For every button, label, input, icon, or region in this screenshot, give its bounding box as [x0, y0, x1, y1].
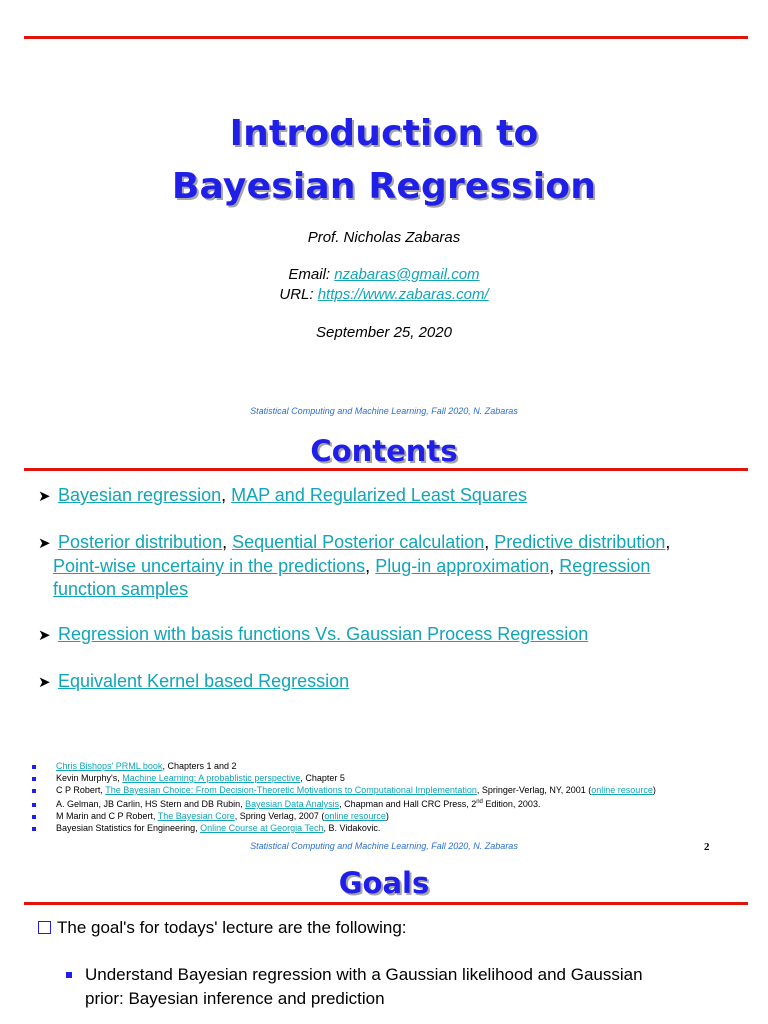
ref-post: Edition, 2003.	[482, 799, 541, 809]
link-map-regularized[interactable]: MAP and Regularized Least Squares	[231, 485, 527, 505]
reference-item	[32, 810, 752, 822]
link-equivalent-kernel[interactable]: Equivalent Kernel based Regression	[58, 671, 350, 691]
ref-link[interactable]: The Bayesian Choice: From Decision-Theoretic Motivations to Computational Implementation	[105, 785, 477, 795]
ref-post: )	[652, 785, 656, 795]
goals-title: Goals	[338, 866, 430, 900]
link-pointwise-uncertainty[interactable]: Point-wise uncertainy in the predictions	[53, 556, 366, 576]
author: Prof. Nicholas Zabaras	[307, 229, 461, 246]
square-bullet-icon	[32, 803, 36, 807]
arrow-bullet-icon: ➤	[38, 674, 51, 691]
arrow-bullet-icon: ➤	[38, 627, 51, 644]
ref-sup: nd	[476, 799, 483, 805]
goal-item-line-2: prior: Bayesian inference and prediction	[85, 989, 385, 1008]
square-bullet-icon	[32, 827, 36, 831]
ref-link[interactable]: Chris Bishops' PRML book	[56, 761, 163, 771]
ref-link[interactable]: The Bayesian Core	[157, 811, 235, 821]
ref-link[interactable]: Machine Learning: A probablistic perspective	[122, 773, 301, 783]
square-bullet-icon	[66, 972, 72, 978]
ref-pre: M Marin and C P Robert,	[56, 811, 158, 821]
url-link[interactable]: https://www.zabaras.com/	[317, 286, 489, 303]
slide2-footer: Statistical Computing and Machine Learning, Fall 2020, N. Zabaras	[250, 841, 518, 851]
link-predictive-distribution[interactable]: Predictive distribution	[494, 532, 666, 552]
contents-bullet-1: ➤ Bayesian regression, MAP and Regularized Least Squares	[38, 484, 738, 508]
reference-item	[32, 760, 752, 772]
goal-item-line-1: Understand Bayesian regression with a Gaussian likelihood and Gaussian	[85, 965, 643, 984]
square-bullet-icon	[32, 815, 36, 819]
references-list	[32, 760, 752, 834]
link-regression-samples[interactable]: Regression	[559, 556, 651, 576]
ref-text: , Chapter 5	[300, 773, 345, 783]
ref-pre: C P Robert,	[56, 785, 106, 795]
goals-intro	[38, 918, 407, 938]
title-line-1: Introduction to	[229, 113, 539, 154]
reference-item	[32, 784, 752, 796]
ref-text: , Spring Verlag, 2007 (	[234, 811, 325, 821]
square-bullet-icon	[32, 777, 36, 781]
link-plugin-approximation[interactable]: Plug-in approximation	[375, 556, 550, 576]
email-link[interactable]: nzabaras@gmail.com	[334, 266, 480, 283]
contents-red-rule	[24, 468, 748, 471]
arrow-bullet-icon: ➤	[38, 488, 51, 505]
ref-link-online[interactable]: online resource	[324, 811, 386, 821]
ref-text: , Chapters 1 and 2	[162, 761, 237, 771]
ref-pre: Kevin Murphy's,	[56, 773, 123, 783]
ref-text: , B. Vidakovic.	[323, 823, 381, 833]
ref-link[interactable]: Bayesian Data Analysis	[245, 799, 340, 809]
date: September 25, 2020	[316, 324, 452, 341]
reference-item	[32, 796, 752, 810]
ref-pre: A. Gelman, JB Carlin, HS Stern and DB Rubin,	[56, 799, 246, 809]
contents-bullet-4	[38, 670, 738, 694]
title-line-2: Bayesian Regression	[171, 166, 597, 207]
goals-intro-text: The goal's for todays' lecture are the following:	[57, 918, 407, 937]
link-sequential-posterior[interactable]: Sequential Posterior calculation	[232, 532, 485, 552]
url-line	[0, 286, 768, 303]
ref-pre: Bayesian Statistics for Engineering,	[56, 823, 201, 833]
top-red-rule	[24, 36, 748, 39]
square-bullet-icon	[32, 765, 36, 769]
url-label: URL:	[279, 286, 318, 303]
link-posterior-distribution[interactable]: Posterior distribution	[58, 532, 223, 552]
contents-title: Contents	[310, 434, 458, 468]
square-bullet-icon	[32, 789, 36, 793]
arrow-bullet-icon: ➤	[38, 535, 51, 552]
link-bayesian-regression[interactable]: Bayesian regression	[58, 485, 222, 505]
email-label: Email:	[288, 266, 335, 283]
page-number: 2	[704, 841, 710, 853]
contents-bullet-2: ➤ Posterior distribution, Sequential Posterior calculation, Predictive distribution, Point-wise uncertainy in the predictions, Plug-in approximation, Regression function samples	[38, 532, 671, 599]
reference-item	[32, 772, 752, 784]
ref-post: )	[385, 811, 389, 821]
ref-link-online[interactable]: online resource	[591, 785, 653, 795]
ref-text: , Springer-Verlag, NY, 2001 (	[476, 785, 592, 795]
goals-red-rule	[24, 902, 748, 905]
reference-item	[32, 822, 752, 834]
link-function-samples[interactable]: function samples	[53, 579, 189, 599]
email-line	[0, 266, 768, 283]
checkbox-bullet-icon	[38, 921, 51, 934]
slide1-footer: Statistical Computing and Machine Learning, Fall 2020, N. Zabaras	[250, 406, 518, 416]
goal-item	[66, 963, 746, 1011]
ref-text: , Chapman and Hall CRC Press, 2	[339, 799, 477, 809]
ref-link[interactable]: Online Course at Georgia Tech	[200, 823, 324, 833]
contents-bullet-3	[38, 623, 738, 647]
link-basis-vs-gp[interactable]: Regression with basis functions Vs. Gaussian Process Regression	[58, 624, 589, 644]
